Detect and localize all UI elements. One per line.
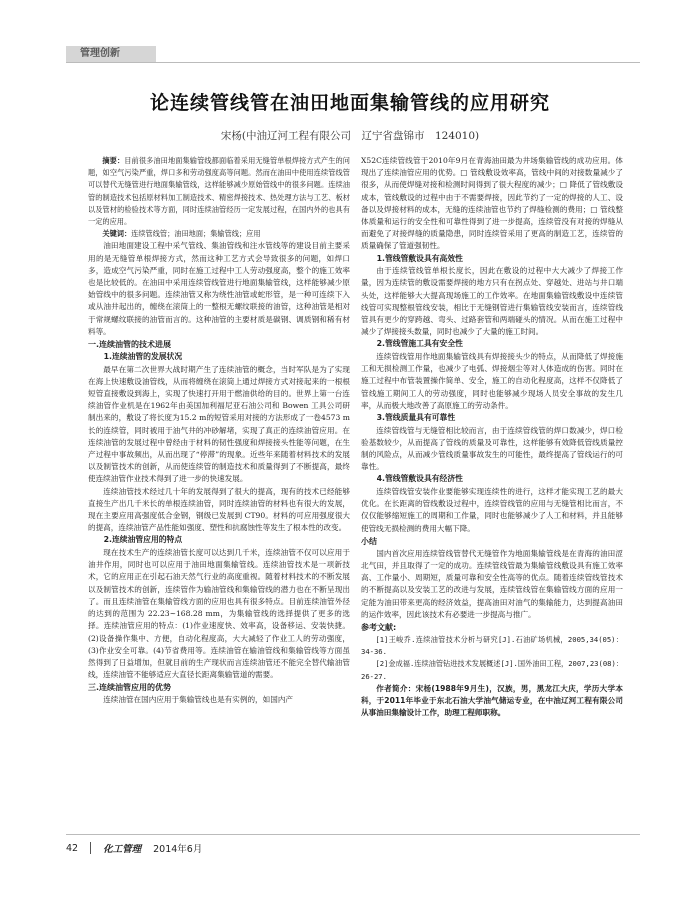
paragraph: X52C连续管线管于2010年9月在青海油田最为井场集输管线的成功应用。体现出了连续油管应用的优势。□ 管线敷设效率高，管线中间的对接数量减少了很多，从而使焊缝对接和检测时间得到了很大程度的减少；□ 降低了管线敷设成本，管线敷设的过程中由于不需要焊接，因此节约了一定的焊接的人工、设备以及焊接材料的成本，无缝的连续油管也节约了焊缝检测的费用；□ 管线整体质量和运行的安全性和可靠性得到了进一步提高，连续管没有对接的焊缝从而避免了对接焊缝的质量隐患，同时连续管采用了更高的制造工艺，连续管的质量确保了管道强韧性。 (361, 156, 623, 251)
left-column (88, 155, 350, 707)
abstract (88, 155, 350, 228)
subsection-heading: 4.管线管敷设具有经济性 (376, 474, 463, 484)
references-heading: 参考文献: (361, 623, 397, 633)
footer-rule (66, 834, 640, 835)
page-footer (66, 841, 202, 855)
paragraph: 最早在第二次世界大战时期产生了连续油管的概念，当时军队是为了实现在海上快速敷设油管线，从而将缠绕在滚筒上通过焊接方式对接起来的一根根短管直接敷设到海上，实现了快速打开用于燃油供给的目的。世界上第一台连续油管作业机是在1962年由美国加利福尼亚石油公司和 Bowen 工具公司研制出来的，敷设了将长度为15.2 m的短管采用对接的方法形成了一卷4573 m长的连续管，同时被用于油气井的冲砂解堵，实现了真正的连续油管应用。在连续油管的发展过程中曾经由于材料的韧性强度和焊接接头性能等问题，在生产过程中事故频出，从而出现了“停滞”的现象。近些年来随着材料技术的发展以及制管技术的创新，从而使连续管的制造技术和质量得到了不断提高，最终使连续油管作业技术得到了进一步的快速发展。 (88, 364, 350, 484)
subsection-heading-1-1: 1.连续油管的发展状况 (103, 352, 183, 362)
paragraph: 连续管线管用作地面集输管线具有焊接接头少的特点，从而降低了焊接施工和无损检测工作量，也减少了电弧、焊接烟尘等对人体造成的伤害。同时在施工过程中布管装置操作简单、安全，施工的自动化程度高，这样不仅降低了管线施工期间工人的劳动强度，同时也能够减少现场人员安全事故的发生几率，从而极大地改善了高原施工的劳动条件。 (361, 352, 623, 410)
issue-date: 2014年6月 (153, 844, 203, 855)
abstract-label: 摘要： (102, 156, 125, 165)
header-rule (66, 62, 640, 63)
subsection-heading-1-2: 2.连续油管应用的特点 (103, 535, 183, 545)
paragraph: 连续油管技术经过几十年的发展得到了很大的提高，现有的技术已经能够直接生产出几千米长的单根连续油管，同时连续油管的材料也有很大的发展，现在主要应用高强度低合金钢，钢级已发展到 CT90。材料的可应用强度很大的提高，连续油管产品性能如强度、塑性和抗腐蚀性等发生了根本性的改变。 (88, 486, 350, 533)
footer-separator (90, 842, 91, 854)
paragraph: 由于连续管线管单根长度长，因此在敷设的过程中大大减少了焊接工作量，因为连续管的敷设需要焊接的地方只有在拐点处、穿越处、进站与井口端头处，这样能够大大提高现场施工的工作效率。在地面集输管线敷设中连续管线管可实现整根管线安装，相比于无缝钢管进行集输管线安装而言，连续管线管具有更少的穿跨越、弯头、过路套管和两端碰头的情况。从而在施工过程中减少了焊接接头数量，同时也减少了大量的施工时间。 (361, 266, 623, 337)
summary-heading: 小结 (361, 536, 377, 546)
summary-paragraph: 国内首次应用连续管线管替代无缝管作为地面集输管线是在青海的油田涩北气田，并且取得了一定的成功。连续管线管最为集输管线敷设具有施工效率高、工作量小、周期短，质量可靠和安全性高等的优点。随着连续管线管技术的不断提高以及安装工艺的改进与发展，连续管线管在集输管线方面的应用一定能为油田带来更高的经济效益，提高油田对油气的集输能力，达到提高油田的运作效率，因此该技术有必要进一步提高与推广。 (361, 548, 623, 619)
reference-item: [2]金成福.连续油管钻进技术发展概述[J].国外油田工程，2007,23(08)：26-27. (361, 659, 623, 681)
subsection-heading: 2.管线管施工具有安全性 (376, 339, 463, 349)
section-tab: 管理创新 (66, 46, 156, 62)
section-heading-2: 三.连续油管应用的优势 (88, 683, 172, 693)
article-title: 论连续管线管在油田地面集输管线的应用研究 (149, 92, 550, 114)
author-bio: 作者简介：宋杨(1988年9月生)，汉族，男，黑龙江大庆，学历大学本科，于2011年毕业于东北石油大学油气储运专业，在中油辽河工程有限公司从事油田集输设计工作，助理工程师职称。 (361, 683, 623, 718)
keywords-label: 关键词： (102, 229, 132, 239)
magazine-name: 化工管理 (103, 844, 142, 855)
page-number: 42 (66, 842, 79, 854)
keywords-text: 连续管线管；油田地面；集输管线；应用 (131, 229, 261, 239)
paragraph: 连续管线管安装作业要能够实现连续性的进行，这样才能实现工艺的最大优化。在长距离的管线敷设过程中，连续管线管的应用与无缝管相比而言，不仅仅能够缩短施工的周期和工作量，同时也能够减少了人工和材料，并且能够使管线无损检测的费用大幅下降。 (361, 487, 623, 533)
subsection-heading: 3.管线质量具有可靠性 (376, 413, 456, 423)
keywords (88, 228, 350, 240)
abstract-text: 目前很多油田地面集输管线都面临着采用无缝管单根焊接方式产生的问题，如空气污染严重，焊口多和劳动强度高等问题。然而在油田中使用连续管线管可以替代无缝管进行地面集输管线，这样能够减少原始管线中的很多问题。连续油管的制造技术包括原材料加工制造技术、精密焊接技术、热处理方法与工艺、板材以及管材的检验技术等方面，同时连续油管经历一定发展过程，在国内外的也具有一定的应用。 (88, 156, 350, 227)
intro-paragraph: 油田地面建设工程中采气管线、集油管线和注水管线等的建设目前主要采用的是无缝管单根焊接方式，然而这种工艺方式会导致很多的问题，如焊口多，造成空气污染严重，同时在施工过程中工人劳动强度高，整个的施工效率也是比较低的。在油田中采用连续管线管进行地面集输管线，这样能够减少原始管线中的很多问题。连续油管又称为绕性油管或蛇形管，是一种可连续下入或从油井起出的，缠绕在滚筒上的一整根无螺纹联接的油管，这种油管是相对于常规螺纹联接的油管而言的。这种油管的主要材质是碳钢、调质钢和稀有材料等。 (88, 241, 350, 336)
subsection-heading: 1.管线管敷设具有高效性 (376, 253, 463, 263)
references-list (361, 634, 623, 683)
right-column (361, 155, 623, 720)
section-heading-1: 一.连续油管的技术进展 (88, 340, 172, 350)
paragraph: 连续管线管与无缝管相比较而言，由于连续管线管的焊口数减少，焊口检验基数较少，从而提高了管线的质量及可靠性，这样能够有效降低管线质量控制的风险点，从而减少管线质量事故发生的可能性，最终提高了管线运行的可靠性。 (361, 425, 623, 472)
paragraph: 连续油管在国内应用于集输管线也是有实例的，如国内产 (103, 695, 294, 705)
paragraph: 现在技术生产的连续油管长度可以达到几千米，连续油管不仅可以应用于油井作用，同时也可以应用于油田地面集输管线。连续油管技术是一项新技术，它的应用正在引起石油天然气行业的高度重视。随着材料技术的不断发展以及制管技术的创新，连续管作为输油管线和集输管线的潜力也在不断呈现出了。而且连续油管在集输管线方面的应用也具有很多特点。目前连续油管外径的达到的范围为 22.23~168.28 mm，为集输管线的选择提供了更多的选择。连续油管应用的特点：(1)作业速度快、效率高，设备移运、安装快捷。(2)设备操作集中、方便，自动化程度高，大大减轻了作业工人的劳动强度，(3)作业安全可靠。(4)节省费用等。连续油管在输油管线和集输管线等方面虽然得到了日益增加，但就目前的生产现状而言连续油管还不能完全替代输油管线，连续油管不能够适应大直径长距离集输管道的需要。 (88, 548, 350, 680)
reference-item: [1]王峻乔.连续油管技术分析与研究[J].石油矿场机械，2005,34(05)：34-36. (361, 635, 623, 657)
author-byline: 宋杨(中油辽河工程有限公司 辽宁省盘锦市 124010) (220, 130, 480, 142)
